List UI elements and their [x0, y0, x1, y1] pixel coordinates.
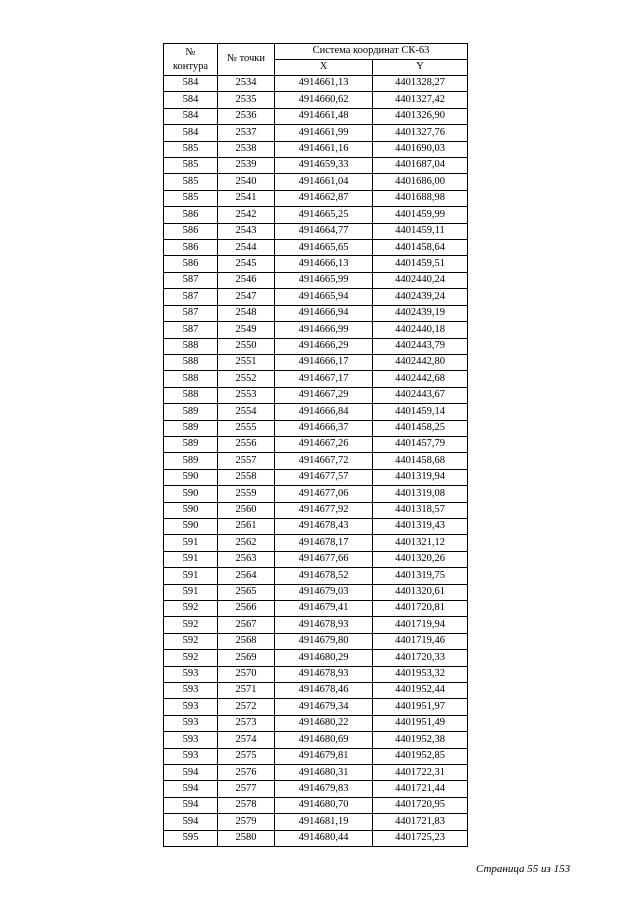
cell-contour: 589: [164, 453, 218, 469]
cell-y: 4402442,68: [373, 371, 468, 387]
cell-x: 4914677,06: [275, 486, 373, 502]
cell-x: 4914678,52: [275, 568, 373, 584]
cell-point: 2541: [218, 190, 275, 206]
cell-contour: 589: [164, 436, 218, 452]
cell-point: 2552: [218, 371, 275, 387]
cell-y: 4401719,46: [373, 633, 468, 649]
cell-y: 4401688,98: [373, 190, 468, 206]
cell-y: 4401458,25: [373, 420, 468, 436]
header-contour-number: № контура: [164, 44, 218, 76]
cell-contour: 594: [164, 781, 218, 797]
cell-contour: 584: [164, 76, 218, 92]
page-number: Страница 55 из 153: [476, 863, 571, 875]
cell-y: 4401459,51: [373, 256, 468, 272]
table-row: [164, 814, 468, 830]
table-row: [164, 601, 468, 617]
cell-y: 4402439,19: [373, 305, 468, 321]
table-row: [164, 830, 468, 846]
table-row: [164, 453, 468, 469]
cell-y: 4402442,80: [373, 354, 468, 370]
cell-x: 4914678,46: [275, 683, 373, 699]
cell-y: 4401721,44: [373, 781, 468, 797]
cell-y: 4401722,31: [373, 765, 468, 781]
table-row: [164, 322, 468, 338]
cell-y: 4402443,67: [373, 387, 468, 403]
cell-y: 4401458,64: [373, 240, 468, 256]
cell-y: 4401687,04: [373, 158, 468, 174]
cell-contour: 593: [164, 666, 218, 682]
cell-y: 4401951,97: [373, 699, 468, 715]
cell-contour: 588: [164, 387, 218, 403]
cell-point: 2553: [218, 387, 275, 403]
cell-contour: 586: [164, 256, 218, 272]
cell-x: 4914677,57: [275, 469, 373, 485]
cell-x: 4914678,93: [275, 617, 373, 633]
cell-x: 4914678,17: [275, 535, 373, 551]
cell-contour: 586: [164, 223, 218, 239]
cell-y: 4401952,85: [373, 748, 468, 764]
cell-x: 4914659,33: [275, 158, 373, 174]
cell-y: 4401720,81: [373, 601, 468, 617]
cell-point: 2574: [218, 732, 275, 748]
cell-y: 4401458,68: [373, 453, 468, 469]
header-coordinate-system: Система координат СК-63: [275, 44, 468, 60]
cell-point: 2571: [218, 683, 275, 699]
cell-x: 4914677,66: [275, 551, 373, 567]
cell-point: 2543: [218, 223, 275, 239]
table-row: [164, 141, 468, 157]
cell-contour: 585: [164, 174, 218, 190]
header-x: X: [275, 60, 373, 76]
cell-y: 4401327,76: [373, 125, 468, 141]
cell-contour: 586: [164, 207, 218, 223]
cell-point: 2562: [218, 535, 275, 551]
cell-contour: 590: [164, 502, 218, 518]
table-row: [164, 568, 468, 584]
cell-point: 2580: [218, 830, 275, 846]
cell-y: 4401318,57: [373, 502, 468, 518]
cell-y: 4401321,12: [373, 535, 468, 551]
cell-point: 2548: [218, 305, 275, 321]
cell-point: 2554: [218, 404, 275, 420]
cell-y: 4401319,94: [373, 469, 468, 485]
cell-y: 4401320,61: [373, 584, 468, 600]
cell-y: 4401319,75: [373, 568, 468, 584]
cell-x: 4914661,48: [275, 108, 373, 124]
cell-y: 4401320,26: [373, 551, 468, 567]
table-row: [164, 207, 468, 223]
cell-contour: 586: [164, 240, 218, 256]
table-row: [164, 683, 468, 699]
cell-x: 4914681,19: [275, 814, 373, 830]
table-row: [164, 256, 468, 272]
table-row: [164, 420, 468, 436]
cell-contour: 594: [164, 797, 218, 813]
cell-contour: 592: [164, 601, 218, 617]
cell-contour: 592: [164, 617, 218, 633]
cell-point: 2546: [218, 272, 275, 288]
cell-x: 4914667,26: [275, 436, 373, 452]
cell-x: 4914666,37: [275, 420, 373, 436]
cell-x: 4914678,93: [275, 666, 373, 682]
cell-x: 4914665,94: [275, 289, 373, 305]
cell-x: 4914666,84: [275, 404, 373, 420]
cell-contour: 590: [164, 518, 218, 534]
cell-point: 2534: [218, 76, 275, 92]
cell-point: 2555: [218, 420, 275, 436]
cell-y: 4401952,38: [373, 732, 468, 748]
table-row: [164, 404, 468, 420]
table-row: [164, 584, 468, 600]
cell-y: 4401457,79: [373, 436, 468, 452]
cell-point: 2576: [218, 765, 275, 781]
cell-point: 2536: [218, 108, 275, 124]
table-row: [164, 486, 468, 502]
header-point-number: № точки: [218, 44, 275, 76]
cell-x: 4914661,16: [275, 141, 373, 157]
cell-x: 4914680,29: [275, 650, 373, 666]
cell-y: 4401720,33: [373, 650, 468, 666]
cell-x: 4914661,04: [275, 174, 373, 190]
cell-point: 2565: [218, 584, 275, 600]
cell-point: 2575: [218, 748, 275, 764]
cell-contour: 590: [164, 486, 218, 502]
cell-x: 4914677,92: [275, 502, 373, 518]
cell-x: 4914664,77: [275, 223, 373, 239]
cell-contour: 587: [164, 289, 218, 305]
cell-contour: 590: [164, 469, 218, 485]
cell-y: 4401459,14: [373, 404, 468, 420]
cell-point: 2539: [218, 158, 275, 174]
cell-x: 4914667,29: [275, 387, 373, 403]
cell-contour: 591: [164, 551, 218, 567]
cell-point: 2568: [218, 633, 275, 649]
cell-point: 2567: [218, 617, 275, 633]
table-row: [164, 797, 468, 813]
cell-point: 2573: [218, 715, 275, 731]
table-row: [164, 272, 468, 288]
cell-x: 4914666,99: [275, 322, 373, 338]
cell-point: 2564: [218, 568, 275, 584]
cell-point: 2559: [218, 486, 275, 502]
cell-contour: 593: [164, 699, 218, 715]
cell-x: 4914666,94: [275, 305, 373, 321]
table-row: [164, 518, 468, 534]
cell-contour: 592: [164, 633, 218, 649]
cell-point: 2550: [218, 338, 275, 354]
cell-contour: 593: [164, 715, 218, 731]
cell-x: 4914680,22: [275, 715, 373, 731]
cell-y: 4401725,23: [373, 830, 468, 846]
cell-contour: 587: [164, 272, 218, 288]
cell-y: 4402443,79: [373, 338, 468, 354]
cell-y: 4401319,08: [373, 486, 468, 502]
table-row: [164, 781, 468, 797]
table-row: [164, 223, 468, 239]
cell-x: 4914679,41: [275, 601, 373, 617]
cell-x: 4914679,34: [275, 699, 373, 715]
cell-y: 4401319,43: [373, 518, 468, 534]
cell-x: 4914680,69: [275, 732, 373, 748]
cell-y: 4401459,99: [373, 207, 468, 223]
cell-y: 4401719,94: [373, 617, 468, 633]
cell-x: 4914680,44: [275, 830, 373, 846]
cell-x: 4914679,81: [275, 748, 373, 764]
cell-point: 2557: [218, 453, 275, 469]
cell-y: 4401327,42: [373, 92, 468, 108]
table-row: [164, 92, 468, 108]
cell-y: 4401326,90: [373, 108, 468, 124]
cell-x: 4914665,25: [275, 207, 373, 223]
cell-x: 4914662,87: [275, 190, 373, 206]
table-row: [164, 650, 468, 666]
cell-x: 4914661,13: [275, 76, 373, 92]
cell-point: 2545: [218, 256, 275, 272]
cell-x: 4914667,72: [275, 453, 373, 469]
table-header: [164, 44, 468, 76]
cell-point: 2540: [218, 174, 275, 190]
table-row: [164, 354, 468, 370]
cell-contour: 591: [164, 535, 218, 551]
table-row: [164, 502, 468, 518]
header-y: Y: [373, 60, 468, 76]
cell-contour: 591: [164, 584, 218, 600]
cell-contour: 592: [164, 650, 218, 666]
cell-y: 4402440,18: [373, 322, 468, 338]
cell-y: 4401690,03: [373, 141, 468, 157]
cell-x: 4914678,43: [275, 518, 373, 534]
table-row: [164, 535, 468, 551]
cell-y: 4401952,44: [373, 683, 468, 699]
cell-y: 4401720,95: [373, 797, 468, 813]
cell-contour: 588: [164, 371, 218, 387]
table-row: [164, 551, 468, 567]
table-row: [164, 305, 468, 321]
cell-point: 2556: [218, 436, 275, 452]
table-row: [164, 174, 468, 190]
table-row: [164, 289, 468, 305]
cell-contour: 588: [164, 354, 218, 370]
cell-contour: 585: [164, 190, 218, 206]
cell-contour: 594: [164, 765, 218, 781]
table-row: [164, 371, 468, 387]
cell-point: 2572: [218, 699, 275, 715]
cell-x: 4914666,13: [275, 256, 373, 272]
table-row: [164, 748, 468, 764]
cell-contour: 595: [164, 830, 218, 846]
table-row: [164, 190, 468, 206]
cell-point: 2538: [218, 141, 275, 157]
table-row: [164, 108, 468, 124]
cell-contour: 593: [164, 748, 218, 764]
table-row: [164, 76, 468, 92]
table-row: [164, 617, 468, 633]
cell-point: 2547: [218, 289, 275, 305]
cell-x: 4914680,70: [275, 797, 373, 813]
table-row: [164, 338, 468, 354]
cell-y: 4401459,11: [373, 223, 468, 239]
table-row: [164, 240, 468, 256]
cell-point: 2577: [218, 781, 275, 797]
cell-contour: 591: [164, 568, 218, 584]
cell-contour: 584: [164, 125, 218, 141]
cell-contour: 589: [164, 420, 218, 436]
cell-point: 2558: [218, 469, 275, 485]
cell-x: 4914665,65: [275, 240, 373, 256]
cell-point: 2560: [218, 502, 275, 518]
table-row: [164, 387, 468, 403]
cell-contour: 587: [164, 322, 218, 338]
cell-contour: 585: [164, 141, 218, 157]
cell-y: 4402440,24: [373, 272, 468, 288]
cell-point: 2542: [218, 207, 275, 223]
cell-point: 2563: [218, 551, 275, 567]
cell-x: 4914666,29: [275, 338, 373, 354]
table-row: [164, 715, 468, 731]
cell-point: 2535: [218, 92, 275, 108]
table-body: [164, 76, 468, 847]
cell-point: 2578: [218, 797, 275, 813]
cell-point: 2551: [218, 354, 275, 370]
cell-contour: 589: [164, 404, 218, 420]
cell-point: 2566: [218, 601, 275, 617]
table-row: [164, 125, 468, 141]
cell-x: 4914679,80: [275, 633, 373, 649]
cell-contour: 593: [164, 732, 218, 748]
cell-point: 2544: [218, 240, 275, 256]
table-row: [164, 436, 468, 452]
cell-contour: 588: [164, 338, 218, 354]
cell-y: 4401953,32: [373, 666, 468, 682]
table-row: [164, 469, 468, 485]
cell-x: 4914660,62: [275, 92, 373, 108]
cell-contour: 584: [164, 108, 218, 124]
cell-point: 2570: [218, 666, 275, 682]
cell-point: 2561: [218, 518, 275, 534]
cell-x: 4914661,99: [275, 125, 373, 141]
cell-x: 4914667,17: [275, 371, 373, 387]
coordinates-table: [163, 43, 468, 847]
cell-y: 4402439,24: [373, 289, 468, 305]
cell-y: 4401951,49: [373, 715, 468, 731]
cell-contour: 594: [164, 814, 218, 830]
cell-x: 4914679,03: [275, 584, 373, 600]
cell-contour: 593: [164, 683, 218, 699]
cell-point: 2569: [218, 650, 275, 666]
table-row: [164, 732, 468, 748]
table-row: [164, 699, 468, 715]
cell-point: 2549: [218, 322, 275, 338]
cell-x: 4914665,99: [275, 272, 373, 288]
cell-contour: 587: [164, 305, 218, 321]
table-row: [164, 666, 468, 682]
cell-x: 4914679,83: [275, 781, 373, 797]
cell-point: 2579: [218, 814, 275, 830]
cell-y: 4401686,00: [373, 174, 468, 190]
cell-contour: 585: [164, 158, 218, 174]
cell-y: 4401721,83: [373, 814, 468, 830]
cell-contour: 584: [164, 92, 218, 108]
cell-y: 4401328,27: [373, 76, 468, 92]
table-row: [164, 158, 468, 174]
cell-point: 2537: [218, 125, 275, 141]
table-row: [164, 765, 468, 781]
cell-x: 4914680,31: [275, 765, 373, 781]
cell-x: 4914666,17: [275, 354, 373, 370]
table-row: [164, 633, 468, 649]
